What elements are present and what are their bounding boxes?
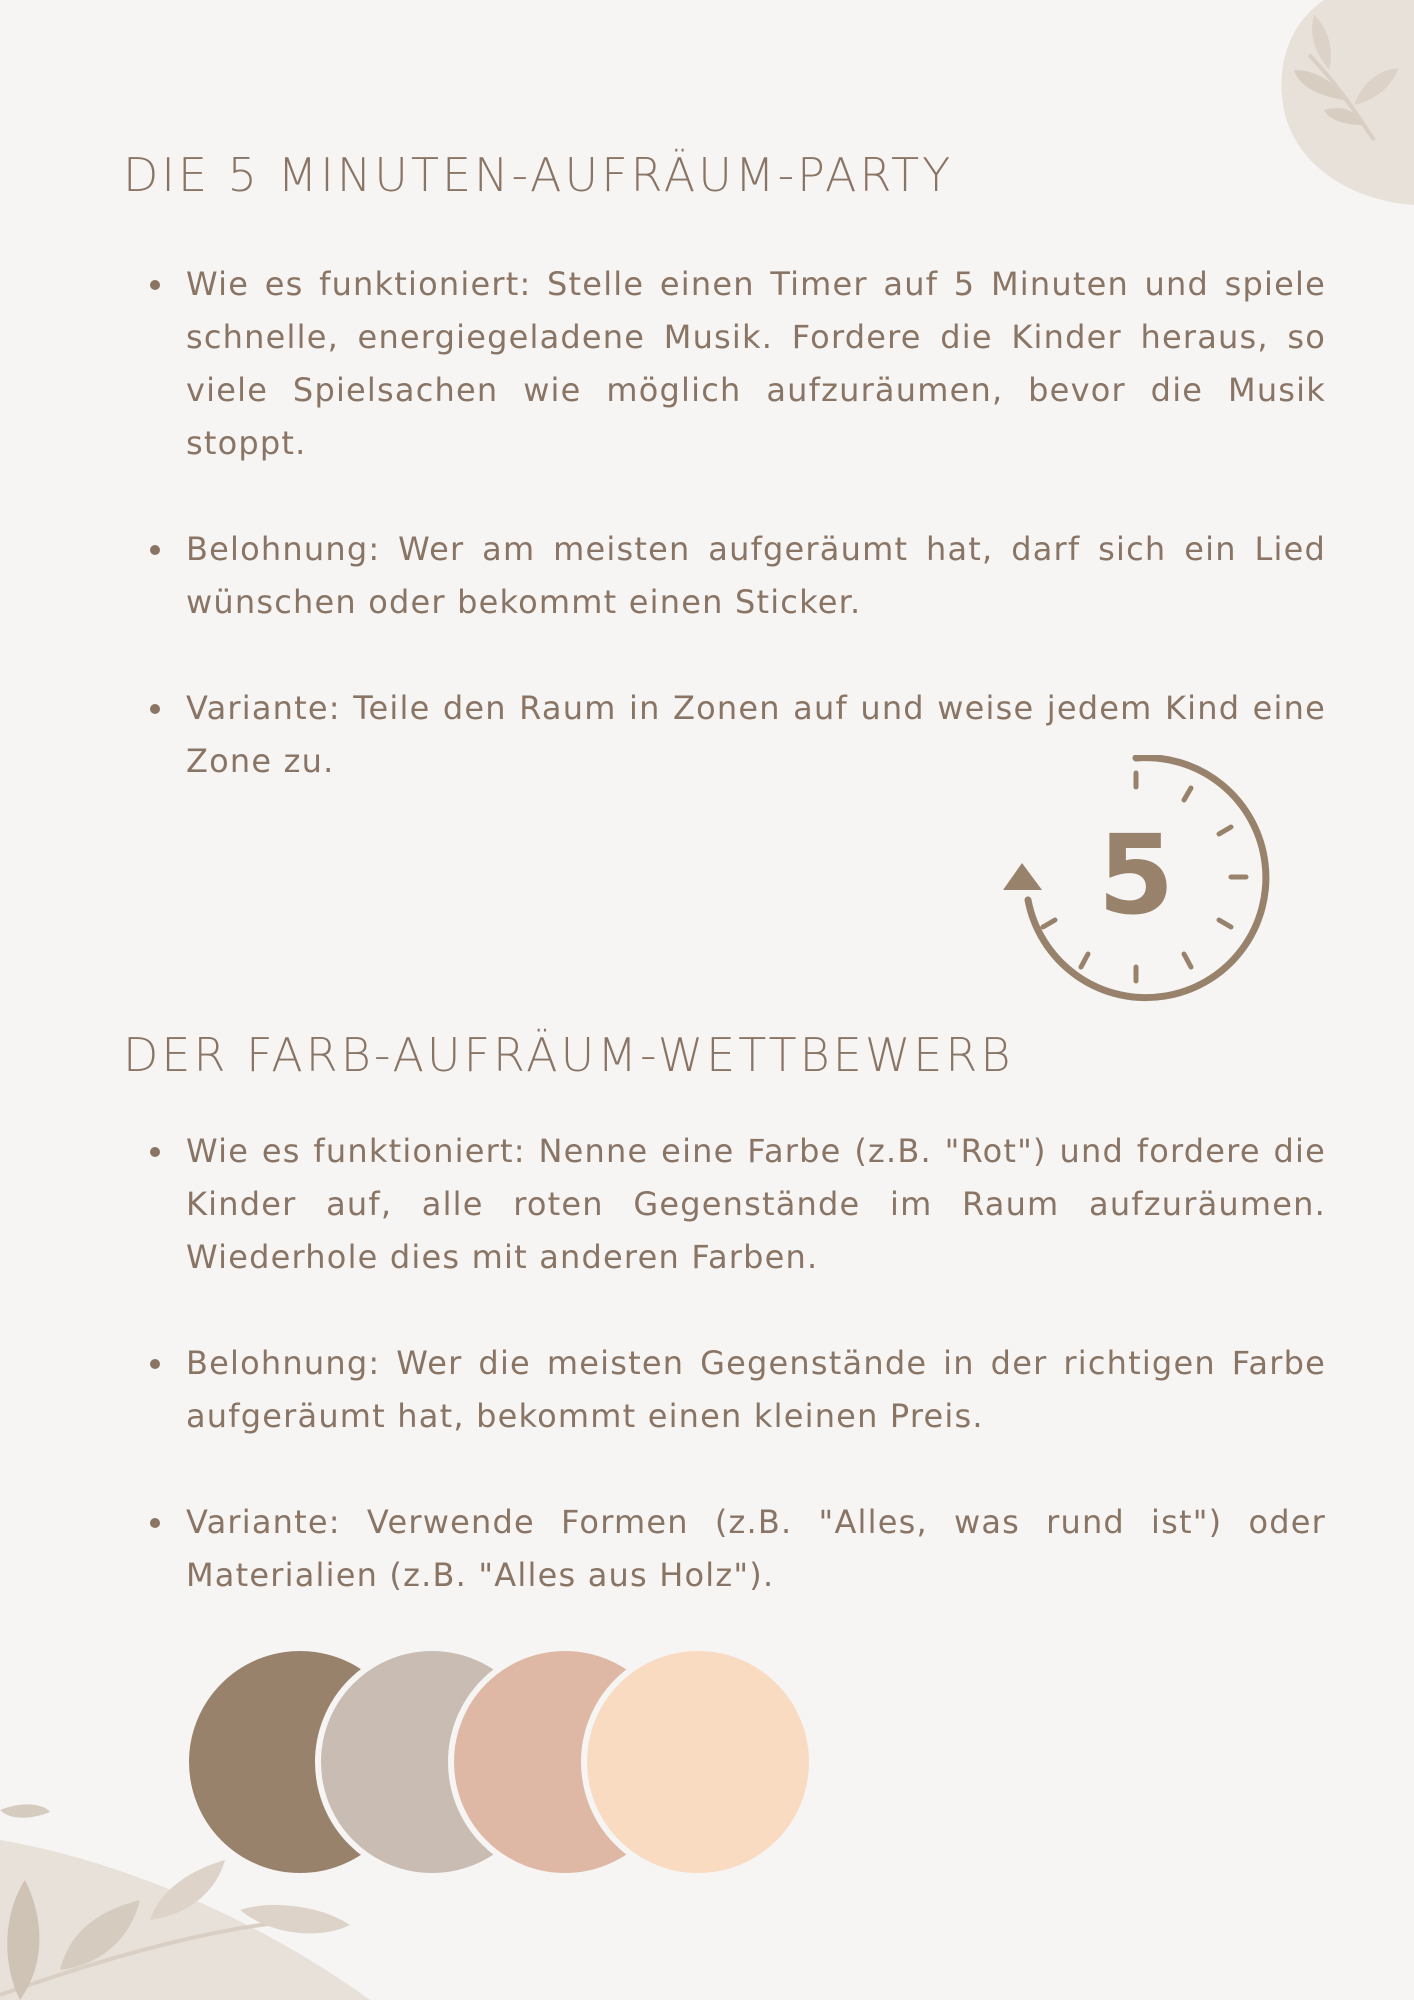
section-title-color-contest: DER FARB-AUFRÄUM-WETTBEWERB xyxy=(123,1028,1014,1082)
list-item: Belohnung: Wer die meisten Gegenstände in der richtigen Farbe aufgeräumt hat, bekommt einen kleinen Preis. xyxy=(148,1337,1326,1443)
bullet-list-cleanup-party xyxy=(148,258,1326,841)
list-item: Variante: Verwende Formen (z.B. "Alles, was rund ist") oder Materialien (z.B. "Alles aus Holz"). xyxy=(148,1496,1326,1602)
leaf-decoration-top-icon xyxy=(1254,0,1414,210)
bullet-list-color-contest xyxy=(148,1125,1326,1655)
timer-number: 5 xyxy=(1097,811,1175,939)
list-item: Wie es funktioniert: Stelle einen Timer auf 5 Minuten und spiele schnelle, energiegeladene Musik. Fordere die Kinder heraus, so viele Spielsachen wie möglich aufzuräumen, bevor die Musik stoppt. xyxy=(148,258,1326,470)
list-item: Wie es funktioniert: Nenne eine Farbe (z.B. "Rot") und fordere die Kinder auf, alle roten Gegenstände im Raum aufzuräumen. Wiederhole dies mit anderen Farben. xyxy=(148,1125,1326,1284)
timer-restart-icon xyxy=(1000,755,1270,1005)
list-item: Variante: Teile den Raum in Zonen auf und weise jedem Kind eine Zone zu. xyxy=(148,682,1326,788)
section-title-cleanup-party: DIE 5 MINUTEN-AUFRÄUM-PARTY xyxy=(123,148,954,202)
color-swatch-peach xyxy=(581,1645,815,1879)
list-item: Belohnung: Wer am meisten aufgeräumt hat, darf sich ein Lied wünschen oder bekommt einen Sticker. xyxy=(148,523,1326,629)
color-palette xyxy=(183,1645,813,1875)
